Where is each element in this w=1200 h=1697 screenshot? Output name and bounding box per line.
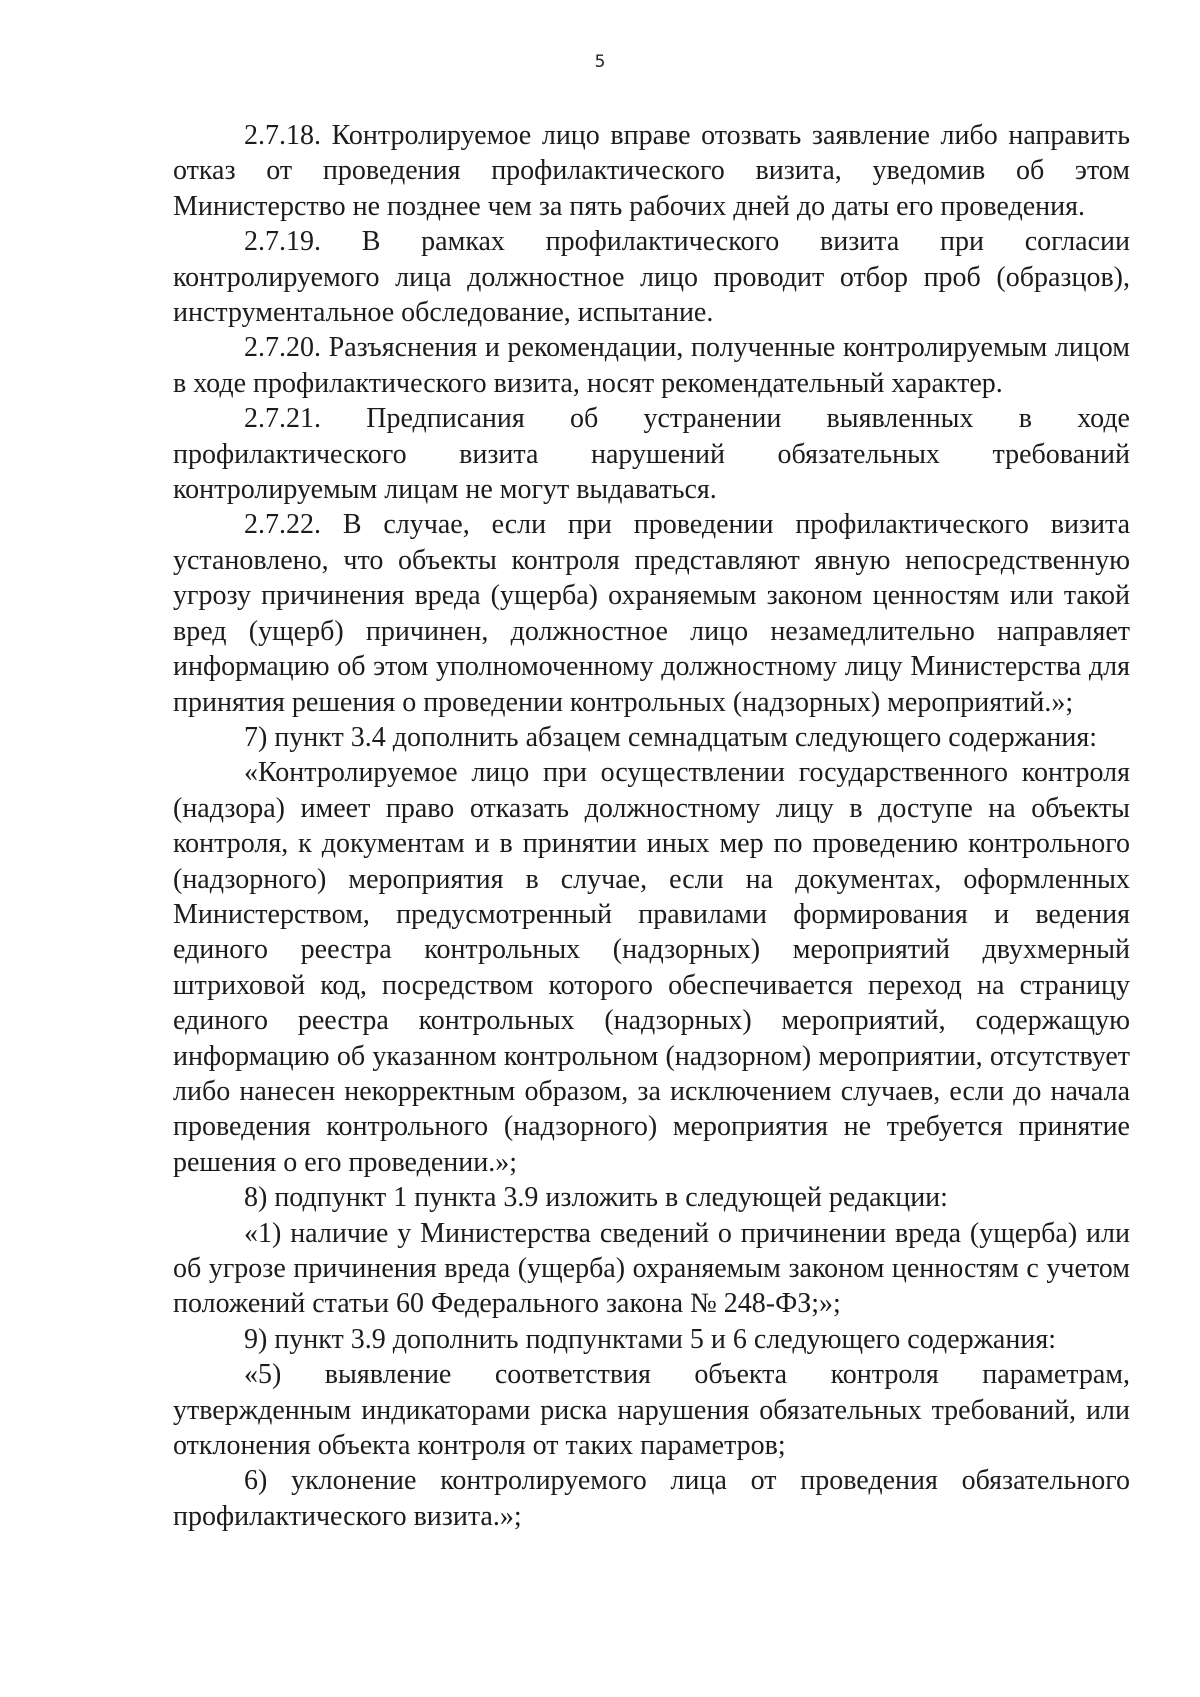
page-number: 5: [594, 52, 606, 72]
paragraph-item-8-text: «1) наличие у Министерства сведений о причинении вреда (ущерба) или об угрозе причинения вреда (ущерба) охраняемым законом ценностям с учетом положений статьи 60 Федерального закона № 248-ФЗ;»;: [173, 1217, 1130, 1320]
paragraph-item-7: 7) пункт 3.4 дополнить абзацем семнадцатым следующего содержания:: [244, 721, 1097, 753]
paragraph-subitem-5: «5) выявление соответствия объекта контроля параметрам, утвержденным индикаторами риска нарушения обязательных требований, или отклонения объекта контроля от таких параметров;: [173, 1359, 1130, 1462]
paragraph-2-7-19: 2.7.19. В рамках профилактического визита при согласии контролируемого лица должностное лицо проводит отбор проб (образцов), инструментальное обследование, испытание.: [173, 226, 1130, 329]
document-body: [173, 118, 1130, 1534]
paragraph-2-7-21: 2.7.21. Предписания об устранении выявленных в ходе профилактического визита нарушений обязательных требований контролируемым лицам не могут выдаваться.: [173, 403, 1130, 506]
paragraph-subitem-6: 6) уклонение контролируемого лица от проведения обязательного профилактического визита.»;: [173, 1465, 1130, 1532]
paragraph-item-9: 9) пункт 3.9 дополнить подпунктами 5 и 6 следующего содержания:: [244, 1323, 1056, 1355]
paragraph-item-7-text: «Контролируемое лицо при осуществлении государственного контроля (надзора) имеет право отказать должностному лицу в доступе на объекты контроля, к документам и в принятии иных мер по проведению контрольного (надзорного) мероприятия в случае, если на документах, оформленных Министерством, предусмотренный правилами формирования и ведения единого реестра контрольных (надзорных) мероприятий двухмерный штриховой код, посредством которого обеспечивается переход на страницу единого реестра контрольных (надзорных) мероприятий, содержащую информацию об указанном контрольном (надзорном) мероприятии, отсутствует либо нанесен некорректным образом, за исключением случаев, если до начала проведения контрольного (надзорного) мероприятия не требуется принятие решения о его проведении.»;: [173, 757, 1130, 1178]
paragraph-2-7-18: 2.7.18. Контролируемое лицо вправе отозвать заявление либо направить отказ от проведения профилактического визита, уведомив об этом Министерство не позднее чем за пять рабочих дней до даты его проведения.: [173, 120, 1130, 222]
paragraph-2-7-20: 2.7.20. Разъяснения и рекомендации, полученные контролируемым лицом в ходе профилактического визита, носят рекомендательный характер.: [173, 332, 1130, 399]
paragraph-2-7-22: 2.7.22. В случае, если при проведении профилактического визита установлено, что объекты контроля представляют явную непосредственную угрозу причинения вреда (ущерба) охраняемым законом ценностям или такой вред (ущерб) причинен, должностное лицо незамедлительно направляет информацию об этом уполномоченному должностному лицу Министерства для принятия решения о проведении контрольных (надзорных) мероприятий.»;: [173, 509, 1130, 718]
paragraph-item-8: 8) подпункт 1 пункта 3.9 изложить в следующей редакции:: [244, 1182, 948, 1214]
